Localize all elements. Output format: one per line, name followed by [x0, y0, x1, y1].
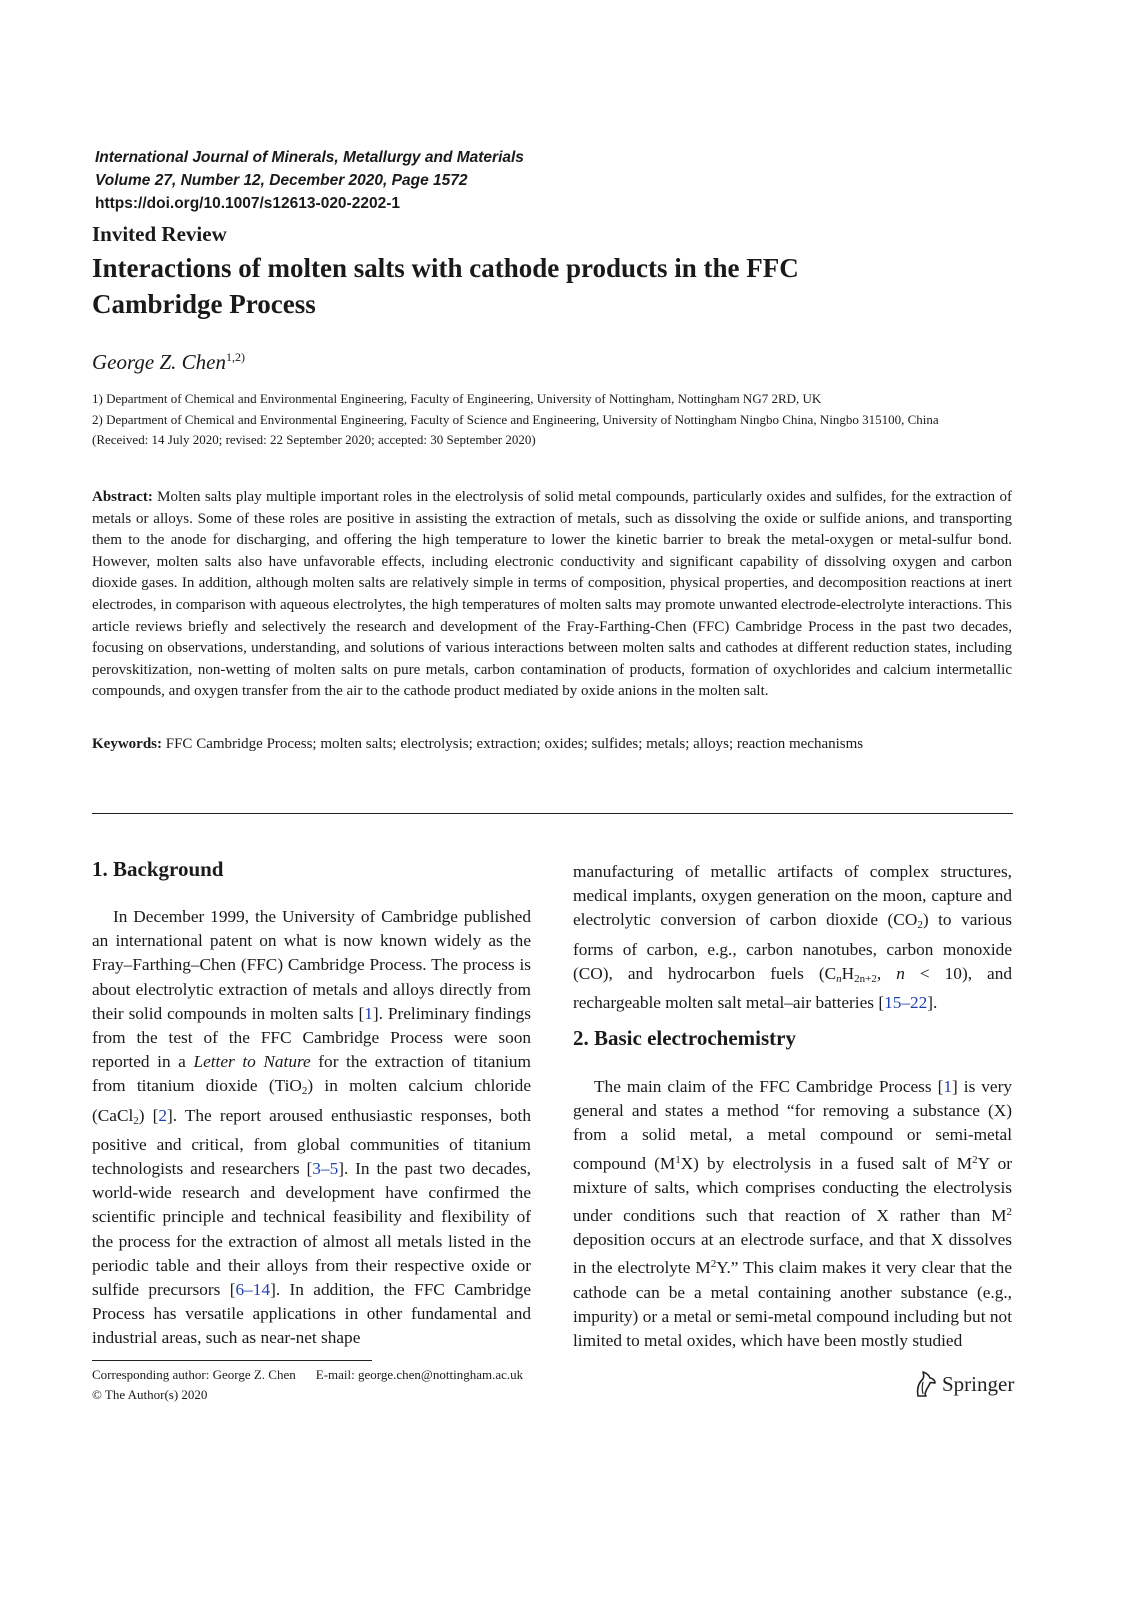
journal-name: International Journal of Minerals, Metallurgy and Materials [95, 149, 524, 166]
publisher-logo [914, 1370, 1014, 1398]
author-line [92, 350, 245, 375]
doi-link[interactable]: https://doi.org/10.1007/s12613-020-2202-1 [95, 195, 400, 212]
citation-link[interactable]: 6–14 [235, 1280, 271, 1300]
citation-link[interactable]: 1 [364, 1003, 373, 1023]
affiliations [92, 389, 1052, 451]
keywords-text: FFC Cambridge Process; molten salts; electrolysis; extraction; oxides; sulfides; metals; alloys; reaction mechanisms [165, 736, 864, 752]
keywords-label: Keywords: [92, 736, 162, 752]
citation-link[interactable]: 1 [943, 1077, 953, 1096]
paragraph: The main claim of the FFC Cambridge Process [1] is very general and states a method “for removing a substance (X) from a solid metal, a metal compound or semi-metal compound $(M^1X)$ by electrolysis in a fused salt of $M^2Y$ or mixture of salts, which comprises conducting the electrolysis under conditions such that reaction of X rather than $M^2$ deposition occurs at an electrode surface, and that X dissolves in the electrolyte $M^2Y$.” This claim makes it very clear that the cathode can be a metal containing another substance (e.g., impurity) or a metal or semi-metal compound including but not limited to metal oxides, which have been mostly studied [573, 1077, 1012, 1351]
author-email[interactable]: E-mail: george.chen@nottingham.ac.uk [315, 1367, 524, 1382]
citation-link[interactable]: 15–22 [884, 993, 928, 1013]
footnote-divider [92, 1360, 372, 1361]
abstract-label: Abstract: [92, 489, 153, 505]
article-title: Interactions of molten salts with cathode products in the FFC Cambridge Process [92, 253, 799, 319]
journal-issue: Volume 27, Number 12, December 2020, Page 1572 [95, 172, 468, 189]
section-divider [92, 813, 1013, 814]
publisher-name: Springer [942, 1371, 1015, 1396]
footnote [92, 1365, 523, 1405]
paragraph: In December 1999, the University of Cambridge published an international patent on what is now known widely as the Fray–Farthing–Chen (FFC) Cambridge Process. The process is about electrolytic extraction of metals and alloys directly from their solid compounds in molten salts [1]. Preliminary findings from the test of the FFC Cambridge Process were soon reported in a Letter to Nature for the extraction of titanium from titanium dioxide (TiO$_2$) in molten calcium chloride (CaCl$_2$) [2]. The report aroused enthusiastic responses, both positive and critical, from global communities of titanium technologists and researchers [3–5]. In the past two decades, world-wide research and development have confirmed the scientific principle and technical feasibility and flexibility of the process for the extraction of almost all metals listed in the periodic table and their alloys from their respective oxide or sulfide precursors [6–14]. In addition, the FFC Cambridge Process has versatile applications in other fundamental and industrial areas, such as near-net shape [92, 907, 532, 1348]
citation-link[interactable]: 3–5 [312, 1159, 339, 1179]
section-heading-background: 1. Background [92, 857, 224, 881]
springer-horse-icon [914, 1370, 938, 1398]
copyright: © The Author(s) 2020 [92, 1387, 208, 1402]
abstract [92, 487, 1012, 703]
electrochemistry-paragraph [573, 1075, 1012, 1353]
author-affiliation-marker: 1,2) [225, 350, 245, 364]
paragraph: manufacturing of metallic artifacts of complex structures, medical implants, oxygen generation on the moon, capture and electrolytic conversion of carbon dioxide $(CO_2)$ to various forms of carbon, e.g., carbon nanotubes, carbon monoxide (CO), and hydrocarbon fuels ($C_nH_{2n+2}$, n < 10), and rechargeable molten salt metal–air batteries [15–22]. [573, 862, 1013, 1013]
affiliation-2: 2) Department of Chemical and Environmental Engineering, Faculty of Science and Engineering, University of Nottingham Ningbo China, Ningbo 315100, China [92, 411, 939, 427]
citation-link[interactable]: 2 [158, 1105, 168, 1125]
background-paragraph [92, 905, 531, 1351]
corresponding-author: Corresponding author: George Z. Chen [92, 1367, 296, 1382]
affiliation-1: 1) Department of Chemical and Environmental Engineering, Faculty of Engineering, University of Nottingham, Nottingham NG7 2RD, UK [92, 391, 822, 406]
received-dates: (Received: 14 July 2020; revised: 22 September 2020; accepted: 30 September 2020) [92, 432, 536, 447]
section-heading-basic-electrochemistry: 2. Basic electrochemistry [573, 1026, 796, 1050]
journal-header [95, 146, 524, 215]
background-continuation [573, 860, 1012, 1015]
abstract-text: Molten salts play multiple important roles in the electrolysis of solid metal compounds, particularly oxides and sulfides, for the extraction of metals or alloys. Some of these roles are positive in assisting the extraction of metals, such as dissolving the oxide or sulfide anions, and transporting them to the anode for discharging, and offering the high temperature to lower the kinetic barrier to break the metal-oxygen or metal-sulfur bond. However, molten salts also have unfavorable effects, including electronic conductivity and significant capability of dissolving oxygen and carbon dioxide gases. In addition, although molten salts are relatively simple in terms of composition, physical properties, and decomposition reactions at inert electrodes, in comparison with aqueous electrolytes, the high temperatures of molten salts may promote unwanted electrode-electrolyte interactions. This article reviews briefly and selectively the research and development of the Fray-Farthing-Chen (FFC) Cambridge Process in the past two decades, focusing on observations, understanding, and solutions of various interactions between molten salts and cathodes at different reduction states, including perovskitization, non-wetting of molten salts on pure metals, carbon contamination of products, formation of oxychlorides and calcium intermetallic compounds, and oxygen transfer from the air to the cathode product mediated by oxide anions in the molten salt. [92, 489, 1013, 700]
author-name: George Z. Chen [92, 350, 226, 374]
keywords [92, 734, 1012, 755]
article-category: Invited Review [92, 222, 227, 246]
